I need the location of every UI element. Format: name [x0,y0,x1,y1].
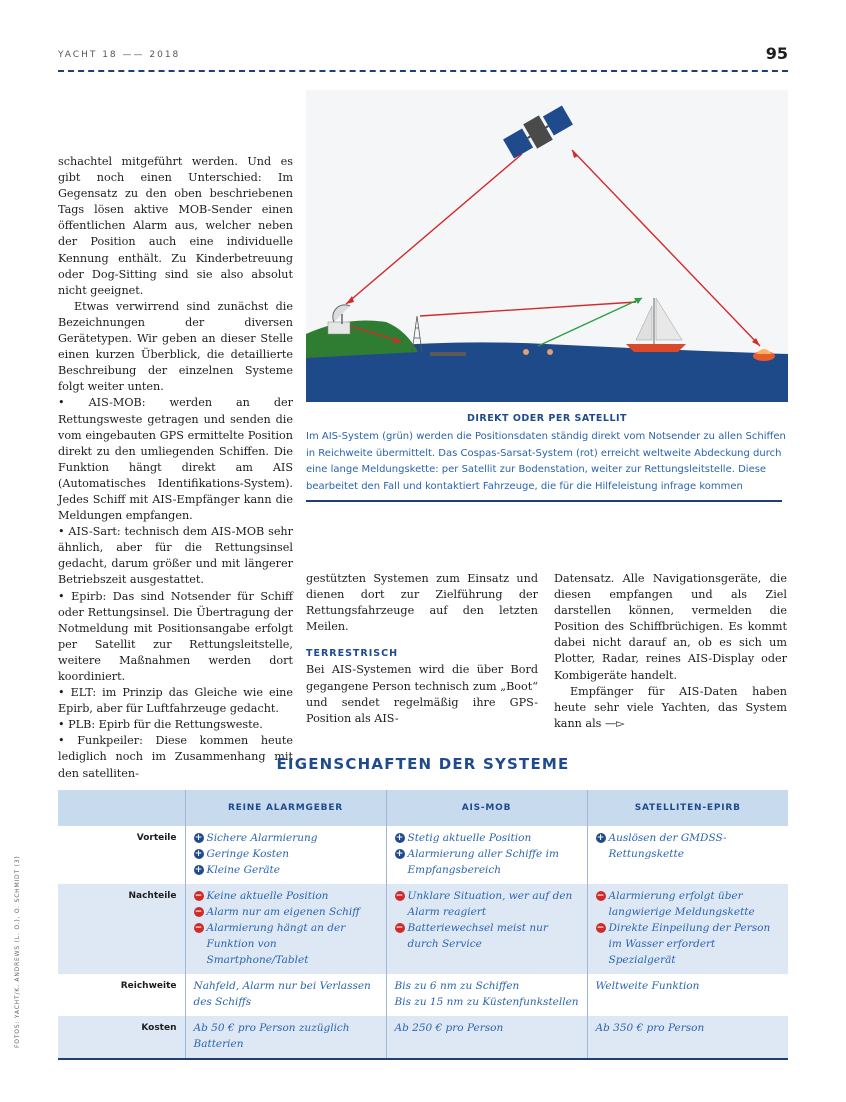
row-label: Vorteile [136,833,177,843]
advantage-item [194,830,380,846]
item-text: Unklare Situation, wer auf den Alarm reagiert [407,890,573,918]
table-cell [185,884,386,974]
item-text: Direkte Einpeilung der Person im Wasser erfordert Spezialgerät [608,922,771,966]
item-text: Alarmierung erfolgt über langwierige Meldungskette [608,890,755,918]
paragraph: Datensatz. Alle Navigationsgeräte, die diesen empfangen und als Ziel darstellen können, vermelden die Position des Schiffbrüchigen. Es kommt dabei nicht darauf an, ob es sich um Plotter, Radar, reines AIS-Display oder Kombigeräte handelt. [554,572,787,682]
table-cell [185,1016,386,1059]
photo-credit: FOTOS: YACHT/K. ANDREWS (L. O.), O. SCHMIDT (3) [14,855,21,1048]
minus-circle-icon: − [194,891,203,901]
cell-text: Weltweite Funktion [595,980,700,992]
coast-pier [430,352,466,356]
text-column-2 [306,571,538,727]
caption-rule [306,500,782,502]
paragraph: Bei AIS-Systemen wird die über Bord gegangene Person technisch zum „Boot“ und sendet regelmäßig ihre GPS-Position als AIS- [306,663,538,725]
item-text: Keine aktuelle Position [206,890,329,902]
plus-circle-icon: + [194,833,203,843]
header-rule [58,70,788,72]
item-text: Batteriewechsel meist nur durch Service [407,922,548,950]
list-item: • Epirb: Das sind Notsender für Schiff oder Rettungsinsel. Die Übertragung der Notmeldung mit Positionsangabe erfolgt per Satellit zur Rettungsleitstelle, weitere Maßnahmen werden dort koordiniert. [58,589,293,683]
cell-text: Bis zu 6 nm zu Schiffen [394,980,520,992]
column-header: REINE ALARMGEBER [185,790,386,826]
figure-caption-title: DIREKT ODER PER SATELLIT [466,413,628,424]
disadvantage-item [395,920,581,952]
column-header: AIS-MOB [386,790,587,826]
list-item: • AIS-MOB: werden an der Rettungsweste getragen und senden die vom eingebauten GPS ermittelte Position direkt zu den umliegenden Schiffen. Die Funktion hängt direkt am AIS (Automatisches Identifikations-System). Jedes Schiff mit AIS-Empfänger kann die Meldungen empfangen. [58,396,293,523]
item-text: Alarmierung aller Schiffe im Empfangsbereich [407,848,559,876]
text-column-3 [554,571,787,732]
table-cell [587,1016,788,1059]
plus-circle-icon: + [194,849,203,859]
figure-caption: Im AIS-System (grün) werden die Positionsdaten ständig direkt vom Notsender zu allen Schiffen in Reichweite übermittelt. Das Cospas-Sarsat-System (rot) erreicht weltweite Abdeckung durch eine lange Meldungskette: per Satellit zur Bodenstation, weiter zur Rettungsleitstelle. Diese bearbeitet den Fall und kontaktiert Fahrzeuge, die für die Hilfeleistung infrage kommen [306,431,786,492]
plus-circle-icon: + [395,833,404,843]
paragraph: gestützten Systemen zum Einsatz und dienen dort zur Zielführung der Rettungsfahrzeuge auf den letzten Meilen. [306,572,538,634]
table-cell [587,884,788,974]
minus-circle-icon: − [596,891,605,901]
plus-circle-icon: + [596,833,605,843]
table-cell [185,826,386,884]
item-text: Kleine Geräte [206,864,280,876]
advantage-item [596,830,783,862]
table-title: EIGENSCHAFTEN DER SYSTEME [276,755,570,773]
list-item: • ELT: im Prinzip das Gleiche wie eine Epirb, aber für Luftfahrzeuge gedacht. [58,686,293,716]
minus-circle-icon: − [194,907,203,917]
table-cell [587,974,788,1016]
table-row [58,884,788,974]
table-cell [386,826,587,884]
item-text: Alarm nur am eigenen Schiff [206,906,360,918]
advantage-item [395,846,581,878]
table-row [58,826,788,884]
table-header-row [58,790,788,826]
table-cell [185,974,386,1016]
advantage-item [194,862,380,878]
paragraph: Etwas verwirrend sind zunächst die Bezeichnungen der diversen Gerätetypen. Wir geben an dieser Stelle einen kurzen Überblick, die detaillierte Beschreibung der einzelnen Systeme folgt weiter unten. [58,299,293,394]
row-label: Kosten [58,1016,185,1059]
plus-circle-icon: + [194,865,203,875]
advantage-item [395,830,581,846]
table-cell [386,884,587,974]
disadvantage-item [194,920,380,968]
cell-text: Ab 350 € pro Person [595,1022,705,1034]
minus-circle-icon: − [395,891,404,901]
cell-text: Bis zu 15 nm zu Küstenfunkstellen [394,996,579,1008]
item-text: Auslösen der GMDSS-Rettungskette [608,832,727,860]
table-cell [587,826,788,884]
page-number: 95 [765,44,788,63]
disadvantage-item [194,904,380,920]
disadvantage-item [596,888,783,920]
minus-circle-icon: − [194,923,203,933]
list-item: • Funkpeiler: Diese kommen heute lediglich noch im Zusammenhang mit den satelliten- [58,734,293,780]
cell-text: Ab 250 € pro Person [394,1022,504,1034]
advantage-item [194,846,380,862]
person-in-water-icon [523,349,529,355]
cell-text: Nahfeld, Alarm nur bei Verlassen des Schiffs [193,980,371,1008]
table-cell [386,1016,587,1059]
disadvantage-item [194,888,380,904]
minus-circle-icon: − [395,923,404,933]
column-header: SATELLITEN-EPIRB [587,790,788,826]
disadvantage-item [395,888,581,920]
ais-sarsat-illustration [306,90,788,402]
item-text: Stetig aktuelle Position [407,832,532,844]
text-column-1 [58,154,293,782]
plus-circle-icon: + [395,849,404,859]
table-cell [386,974,587,1016]
systems-comparison-table [58,790,788,1060]
table-row [58,974,788,1016]
paragraph: Empfänger für AIS-Daten haben heute sehr viele Yachten, das System kann als —▻ [554,684,787,730]
disadvantage-item [596,920,783,968]
table-row [58,1016,788,1059]
running-header: YACHT 18 —— 2018 [58,50,181,60]
list-item: • PLB: Epirb für die Rettungsweste. [58,718,263,732]
table-corner [58,790,185,826]
item-text: Alarmierung hängt an der Funktion von Smartphone/Tablet [206,922,346,966]
row-label: Nachteile [58,884,185,974]
cell-text: Ab 50 € pro Person zuzüglich Batterien [193,1022,350,1050]
row-label: Reichweite [120,981,177,991]
item-text: Sichere Alarmierung [206,832,318,844]
person-in-water-icon [547,349,553,355]
paragraph: schachtel mitgeführt werden. Und es gibt noch einen Unterschied: Im Gegensatz zu den oben beschriebenen Tags lösen aktive MOB-Sender einen öffentlichen Alarm aus, welcher neben der Position auch eine individuelle Kennung enthält. Zu Kinderbetreuung oder Dog-Sitting sind sie also absolut nicht geeignet. [58,155,293,297]
minus-circle-icon: − [596,923,605,933]
item-text: Geringe Kosten [206,848,289,860]
subheading: TERRESTRISCH [306,648,399,660]
list-item: • AIS-Sart: technisch dem AIS-MOB sehr ähnlich, aber für die Rettungsinsel gedacht, darum größer und mit längerer Betriebszeit ausgestattet. [58,525,293,587]
